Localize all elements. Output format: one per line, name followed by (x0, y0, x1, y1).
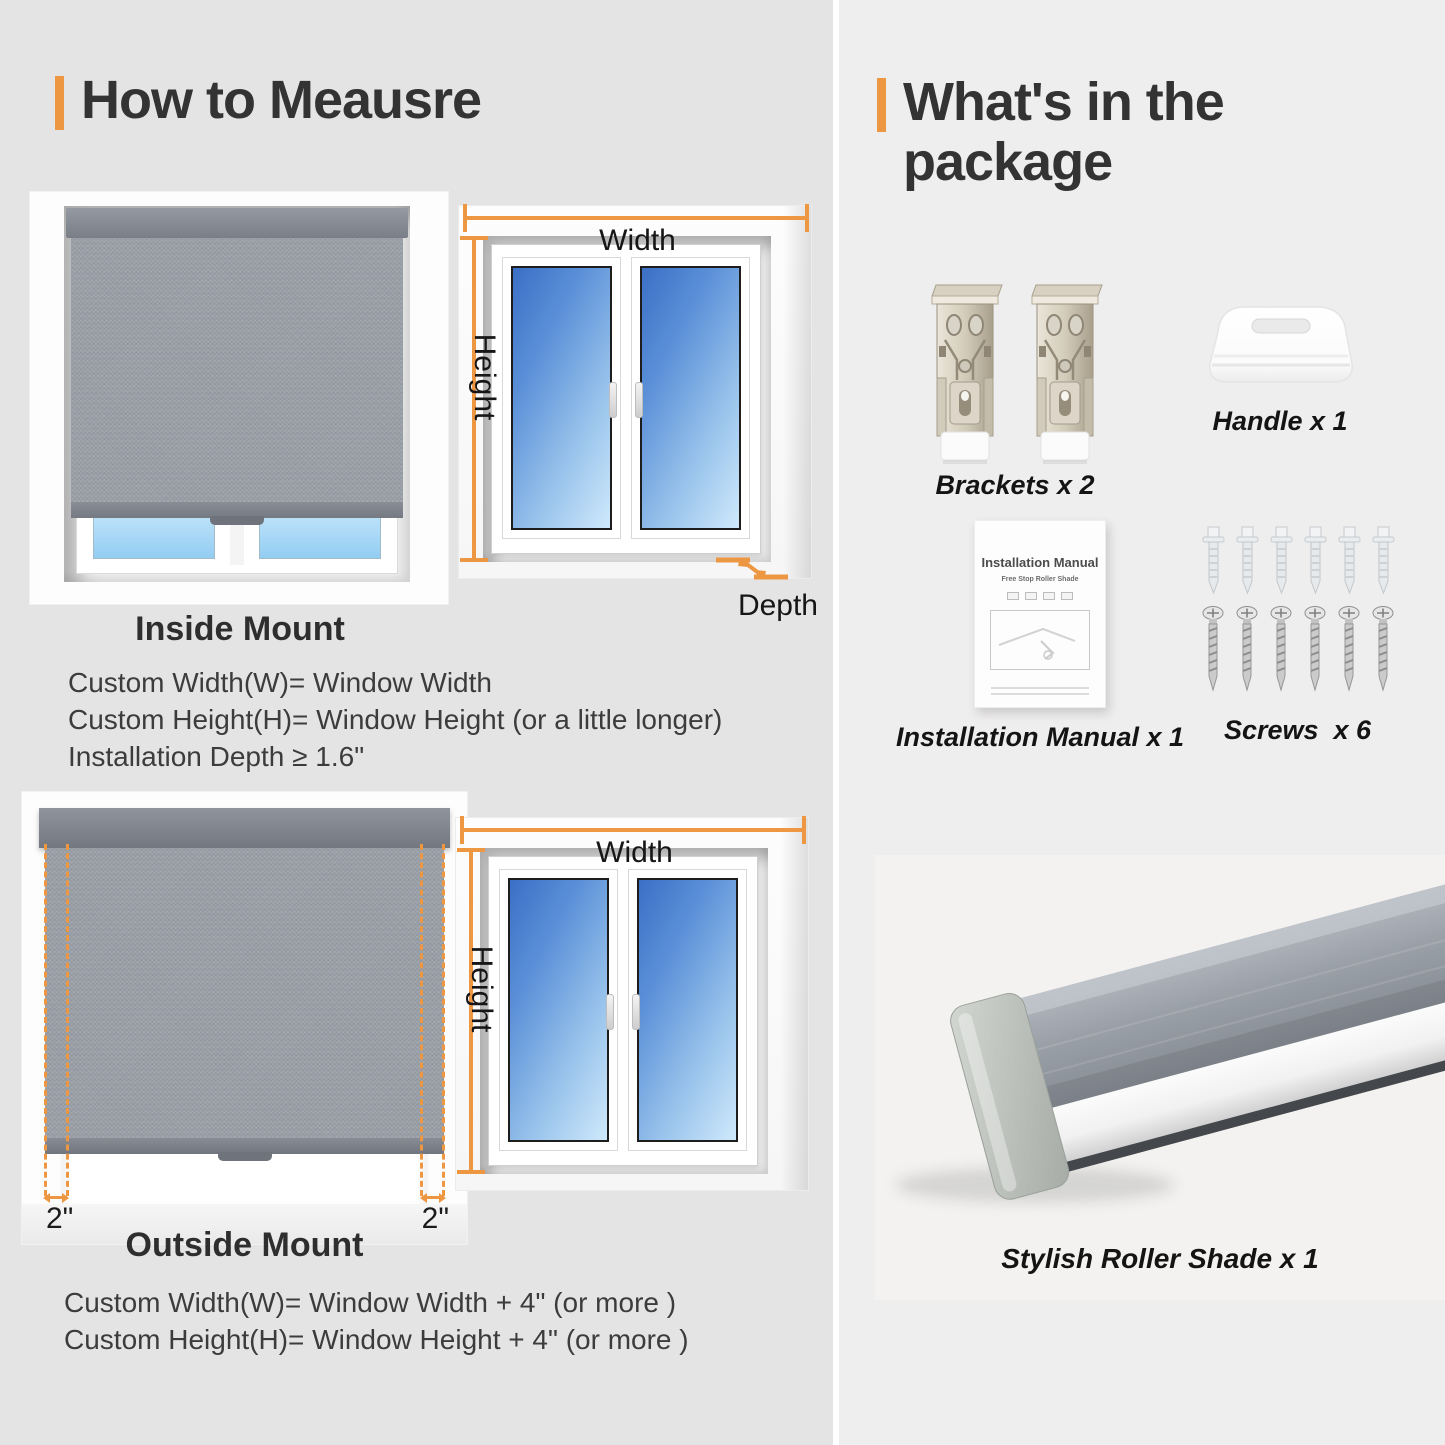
shade-cassette (66, 208, 408, 238)
width-label: Width (599, 224, 676, 257)
bracket-icon (926, 280, 1004, 466)
bracket-icon (1026, 280, 1104, 466)
window-recess (64, 206, 410, 582)
manual-footer-lines (991, 683, 1089, 695)
manual-cover-title: Installation Manual (981, 555, 1099, 570)
package-item-manual (895, 520, 1185, 753)
accent-bar-icon (877, 78, 886, 132)
manual-label: Installation Manual x 1 (895, 722, 1185, 752)
dashed-guide-line (420, 844, 423, 1196)
roller-shade-label: Stylish Roller Shade x 1 (1001, 1243, 1319, 1274)
inside-mount-photo (30, 192, 448, 604)
window-wall (459, 206, 811, 578)
height-label: Height (468, 333, 501, 421)
inside-measure-diagram (455, 200, 820, 625)
shade-cassette (39, 808, 450, 848)
screw-icon (1338, 605, 1360, 695)
overhang-left-label: 2" (46, 1202, 74, 1235)
depth-arrow-icon (714, 553, 790, 585)
outside-mount-specs (64, 1284, 689, 1358)
shade-bottom-bar (45, 1138, 444, 1154)
manual-step-icons (975, 592, 1105, 600)
window-handle (609, 382, 617, 418)
wall-anchor-icon (1201, 525, 1225, 597)
inside-mount-specs (68, 664, 722, 775)
dashed-guide-line (442, 844, 445, 1196)
package-item-brackets (905, 280, 1125, 501)
overhang-right-label: 2" (421, 1202, 449, 1235)
right-title: What's in the package (902, 72, 1224, 192)
window-handle (635, 382, 643, 418)
window-glass (640, 266, 741, 530)
shade-fabric (71, 238, 403, 502)
window-wall (456, 818, 808, 1190)
package-item-handle (1165, 296, 1395, 437)
brackets-label: Brackets x 2 (935, 470, 1095, 500)
screw-icon (1372, 605, 1394, 695)
width-arrow-icon (460, 828, 806, 832)
manual-cover-subtitle: Free Stop Roller Shade (1001, 576, 1079, 583)
window-sash (631, 257, 750, 539)
shade-fabric (45, 848, 444, 1138)
anchor-row (1201, 525, 1395, 597)
outside-mount-heading: Outside Mount (125, 1226, 364, 1264)
wall-anchor-icon (1235, 525, 1259, 597)
overhang-arrow-icon (45, 1196, 67, 1199)
dashed-guide-line (66, 844, 69, 1196)
window-recess (480, 848, 768, 1174)
bracket-images (926, 280, 1104, 466)
roller-shade-image (875, 855, 1445, 1235)
window-glass (511, 266, 612, 530)
handle-icon (1192, 296, 1368, 398)
handle-label: Handle x 1 (1212, 406, 1348, 436)
shade-handle-tab (210, 516, 264, 525)
spec-line: Installation Depth ≥ 1.6" (68, 741, 365, 772)
window-sash (499, 869, 618, 1151)
spec-line: Custom Width(W)= Window Width + 4" (or more ) (64, 1287, 677, 1318)
screws-label: Screws x 6 (1223, 715, 1372, 745)
window-handle (606, 994, 614, 1030)
left-title: How to Meausre (81, 70, 482, 130)
height-label: Height (465, 945, 498, 1033)
manual-booklet (974, 520, 1106, 708)
wall-anchor-icon (1303, 525, 1327, 597)
inside-mount-heading: Inside Mount (135, 610, 345, 648)
wall-anchor-icon (1269, 525, 1293, 597)
right-section-title (877, 72, 1445, 192)
shade-handle-tab (218, 1152, 272, 1161)
spec-line: Custom Height(H)= Window Height + 4" (or more ) (64, 1324, 689, 1355)
package-item-roller-shade (875, 855, 1445, 1300)
window-frame (491, 244, 761, 554)
window-handle (632, 994, 640, 1030)
screw-icon (1202, 605, 1224, 695)
roller-shade (45, 808, 444, 1154)
left-section-title (55, 70, 481, 130)
wall-anchor-icon (1371, 525, 1395, 597)
width-arrow-icon (463, 216, 809, 220)
shade-bottom-bar (71, 502, 403, 518)
window-glass (508, 878, 609, 1142)
package-item-screws (1175, 525, 1420, 746)
window-sash (628, 869, 747, 1151)
width-label: Width (596, 836, 673, 869)
screw-icon (1236, 605, 1258, 695)
screw-icon (1304, 605, 1326, 695)
screw-row (1202, 605, 1394, 695)
manual-diagram-box (990, 610, 1090, 670)
window-recess (483, 236, 771, 562)
depth-label: Depth (737, 589, 818, 622)
screw-icon (1270, 605, 1292, 695)
dashed-guide-line (44, 844, 47, 1196)
window-glass (637, 878, 738, 1142)
spec-line: Custom Height(H)= Window Height (or a little longer) (68, 704, 723, 735)
roller-shade (66, 208, 408, 518)
wall-anchor-icon (1337, 525, 1361, 597)
outside-measure-diagram (452, 812, 817, 1237)
overhang-arrow-icon (422, 1196, 444, 1199)
window-frame (488, 856, 758, 1166)
accent-bar-icon (55, 76, 64, 130)
window-sash (502, 257, 621, 539)
spec-line: Custom Width(W)= Window Width (68, 667, 492, 698)
outside-mount-photo (22, 792, 467, 1244)
package-contents-panel (839, 0, 1445, 1445)
